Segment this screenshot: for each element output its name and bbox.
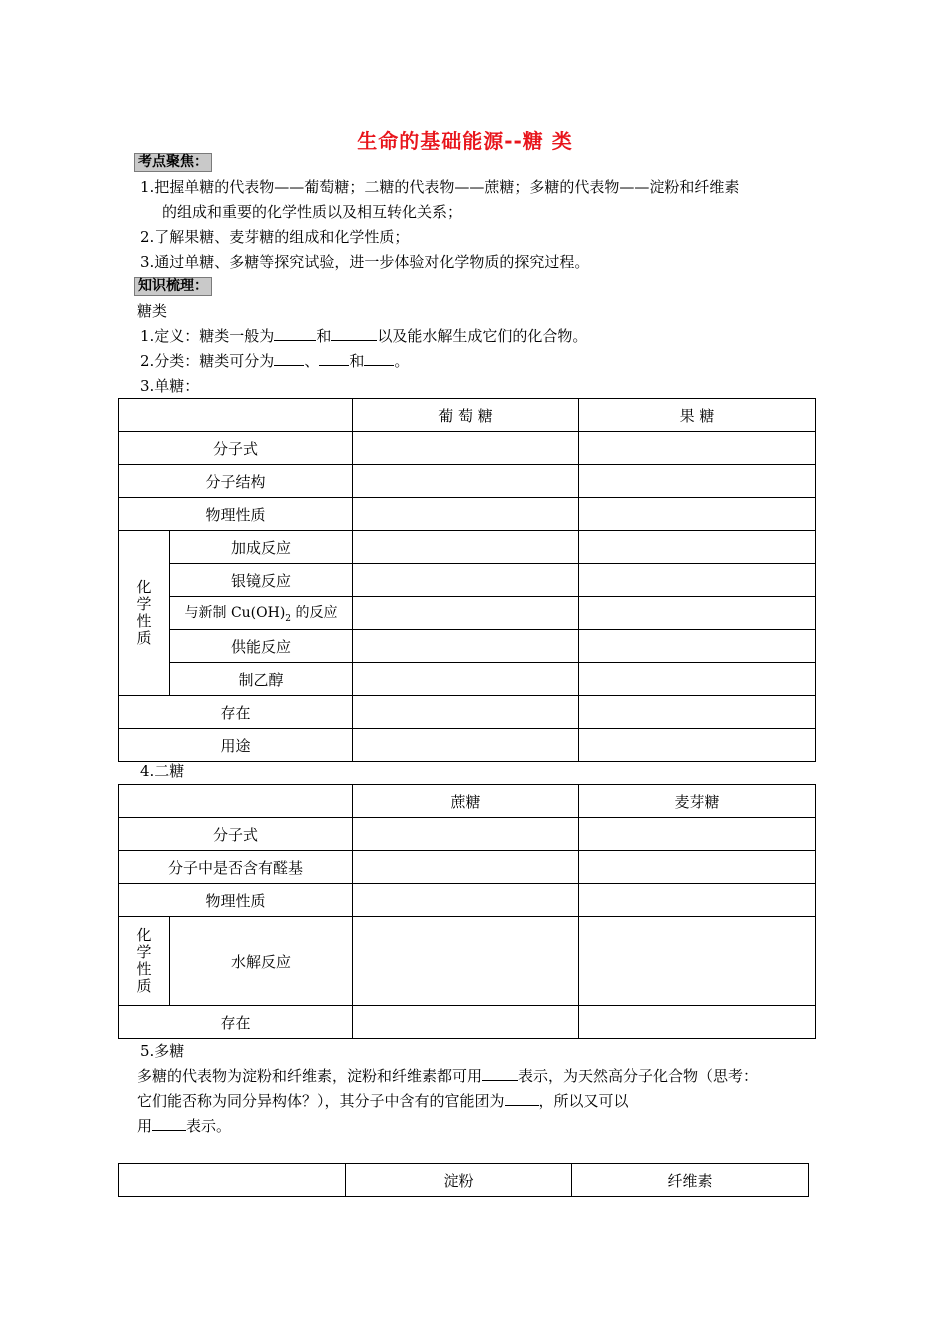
mono-cell-glucose-physical[interactable] <box>353 498 579 531</box>
mono-chem-group-text: 化学性质 <box>136 578 152 647</box>
review-heading: 糖类 <box>137 302 168 320</box>
poly-line2-b: ，所以又可以 <box>538 1092 629 1110</box>
definition-suffix: 以及能水解生成它们的化合物。 <box>377 327 588 345</box>
mono-cell-fructose-silver-mirror[interactable] <box>579 564 816 597</box>
mono-cell-glucose-uses[interactable] <box>353 729 579 762</box>
poly-blank-representation[interactable] <box>152 1116 186 1131</box>
mono-cell-glucose-structure[interactable] <box>353 465 579 498</box>
mono-row-energy: 供能反应 <box>170 630 353 663</box>
monosaccharide-heading: 3.单糖： <box>140 377 200 395</box>
di-chem-group-text: 化学性质 <box>136 926 152 995</box>
di-cell-maltose-existence[interactable] <box>579 1006 816 1039</box>
polysaccharide-table <box>118 1163 809 1197</box>
di-row-existence: 存在 <box>119 1006 353 1039</box>
classification-suffix: 。 <box>394 352 410 370</box>
mono-cell-fructose-structure[interactable] <box>579 465 816 498</box>
mono-cell-fructose-existence[interactable] <box>579 696 816 729</box>
focus-item-2: 2.了解果糖、麦芽糖的组成和化学性质； <box>140 228 410 246</box>
di-row-physical: 物理性质 <box>119 884 353 917</box>
mono-row-addition: 加成反应 <box>170 531 353 564</box>
mono-cell-glucose-existence[interactable] <box>353 696 579 729</box>
page-title: 生命的基础能源--糖 类 <box>357 129 573 153</box>
disaccharide-heading: 4.二糖 <box>140 762 185 780</box>
mono-cell-glucose-energy[interactable] <box>353 630 579 663</box>
mono-cell-glucose-addition[interactable] <box>353 531 579 564</box>
poly-line1-b: 表示，为天然高分子化合物（思考： <box>518 1067 759 1085</box>
focus-item-3: 3.通过单糖、多糖等探究试验，进一步体验对化学物质的探究过程。 <box>140 253 590 271</box>
classification-blank-2[interactable] <box>319 351 349 366</box>
poly-paragraph-line-3 <box>137 1115 231 1137</box>
poly-header-empty <box>119 1164 346 1197</box>
di-cell-sucrose-aldehyde[interactable] <box>353 851 579 884</box>
classification-sep-2: 和 <box>349 352 365 370</box>
mono-cell-glucose-copper-hydroxide[interactable] <box>353 597 579 630</box>
di-chem-group-label <box>119 917 170 1006</box>
section-review-label: 知识梳理： <box>134 277 212 296</box>
di-cell-maltose-physical[interactable] <box>579 884 816 917</box>
mono-cell-fructose-copper-hydroxide[interactable] <box>579 597 816 630</box>
disaccharide-table <box>118 784 816 1039</box>
mono-cell-fructose-formula[interactable] <box>579 432 816 465</box>
definition-line <box>140 325 587 347</box>
mono-row-silver-mirror: 银镜反应 <box>170 564 353 597</box>
mono-row-uses: 用途 <box>119 729 353 762</box>
poly-blank-formula[interactable] <box>482 1066 518 1081</box>
mono-row-copper-hydroxide <box>170 597 353 630</box>
poly-line3-a: 用 <box>137 1117 153 1135</box>
di-row-formula: 分子式 <box>119 818 353 851</box>
poly-line3-b: 表示。 <box>186 1117 232 1135</box>
definition-blank-1[interactable] <box>274 326 316 341</box>
mono-row-formula: 分子式 <box>119 432 353 465</box>
di-header-sucrose: 蔗糖 <box>353 785 579 818</box>
cu-suffix: 的反应 <box>291 605 338 622</box>
mono-cell-fructose-uses[interactable] <box>579 729 816 762</box>
monosaccharide-table <box>118 398 816 762</box>
di-cell-maltose-formula[interactable] <box>579 818 816 851</box>
mono-cell-fructose-energy[interactable] <box>579 630 816 663</box>
di-cell-maltose-hydrolysis[interactable] <box>579 917 816 1006</box>
di-header-maltose: 麦芽糖 <box>579 785 816 818</box>
classification-prefix: 2.分类：糖类可分为 <box>140 352 275 370</box>
classification-blank-1[interactable] <box>274 351 304 366</box>
mono-row-existence: 存在 <box>119 696 353 729</box>
focus-item-1-line-2: 的组成和重要的化学性质以及相互转化关系； <box>162 203 463 221</box>
definition-prefix: 1.定义：糖类一般为 <box>140 327 275 345</box>
poly-paragraph-line-1 <box>137 1065 758 1087</box>
poly-blank-functional-group[interactable] <box>505 1091 539 1106</box>
di-cell-maltose-aldehyde[interactable] <box>579 851 816 884</box>
cu-prefix: 与新制 Cu(OH) <box>184 605 286 622</box>
cu-subscript: 2 <box>285 613 292 624</box>
di-header-empty <box>119 785 353 818</box>
poly-header-cellulose: 纤维素 <box>572 1164 809 1197</box>
poly-paragraph-line-2 <box>137 1090 629 1112</box>
mono-cell-fructose-ethanol[interactable] <box>579 663 816 696</box>
poly-line1-a: 多糖的代表物为淀粉和纤维素，淀粉和纤维素都可用 <box>137 1067 483 1085</box>
di-row-aldehyde: 分子中是否含有醛基 <box>119 851 353 884</box>
mono-header-empty <box>119 399 353 432</box>
poly-line2-a: 它们能否称为同分异构体？），其分子中含有的官能团为 <box>137 1092 505 1110</box>
mono-row-structure: 分子结构 <box>119 465 353 498</box>
classification-sep-1: 、 <box>304 352 320 370</box>
mono-header-fructose: 果 糖 <box>579 399 816 432</box>
polysaccharide-heading: 5.多糖 <box>140 1042 185 1060</box>
mono-chem-group-label <box>119 531 170 696</box>
di-cell-sucrose-formula[interactable] <box>353 818 579 851</box>
section-focus-label: 考点聚焦： <box>134 153 212 172</box>
classification-line <box>140 350 409 372</box>
definition-mid: 和 <box>316 327 332 345</box>
definition-blank-2[interactable] <box>331 326 377 341</box>
focus-item-1-line-1: 1.把握单糖的代表物——葡萄糖；二糖的代表物——蔗糖；多糖的代表物——淀粉和纤维素 <box>140 178 740 196</box>
di-row-hydrolysis: 水解反应 <box>170 917 353 1006</box>
mono-cell-glucose-ethanol[interactable] <box>353 663 579 696</box>
poly-header-starch: 淀粉 <box>346 1164 572 1197</box>
mono-cell-fructose-addition[interactable] <box>579 531 816 564</box>
di-cell-sucrose-hydrolysis[interactable] <box>353 917 579 1006</box>
di-cell-sucrose-existence[interactable] <box>353 1006 579 1039</box>
mono-cell-fructose-physical[interactable] <box>579 498 816 531</box>
mono-row-physical: 物理性质 <box>119 498 353 531</box>
mono-cell-glucose-silver-mirror[interactable] <box>353 564 579 597</box>
di-cell-sucrose-physical[interactable] <box>353 884 579 917</box>
mono-row-ethanol: 制乙醇 <box>170 663 353 696</box>
mono-header-glucose: 葡 萄 糖 <box>353 399 579 432</box>
mono-cell-glucose-formula[interactable] <box>353 432 579 465</box>
classification-blank-3[interactable] <box>364 351 394 366</box>
